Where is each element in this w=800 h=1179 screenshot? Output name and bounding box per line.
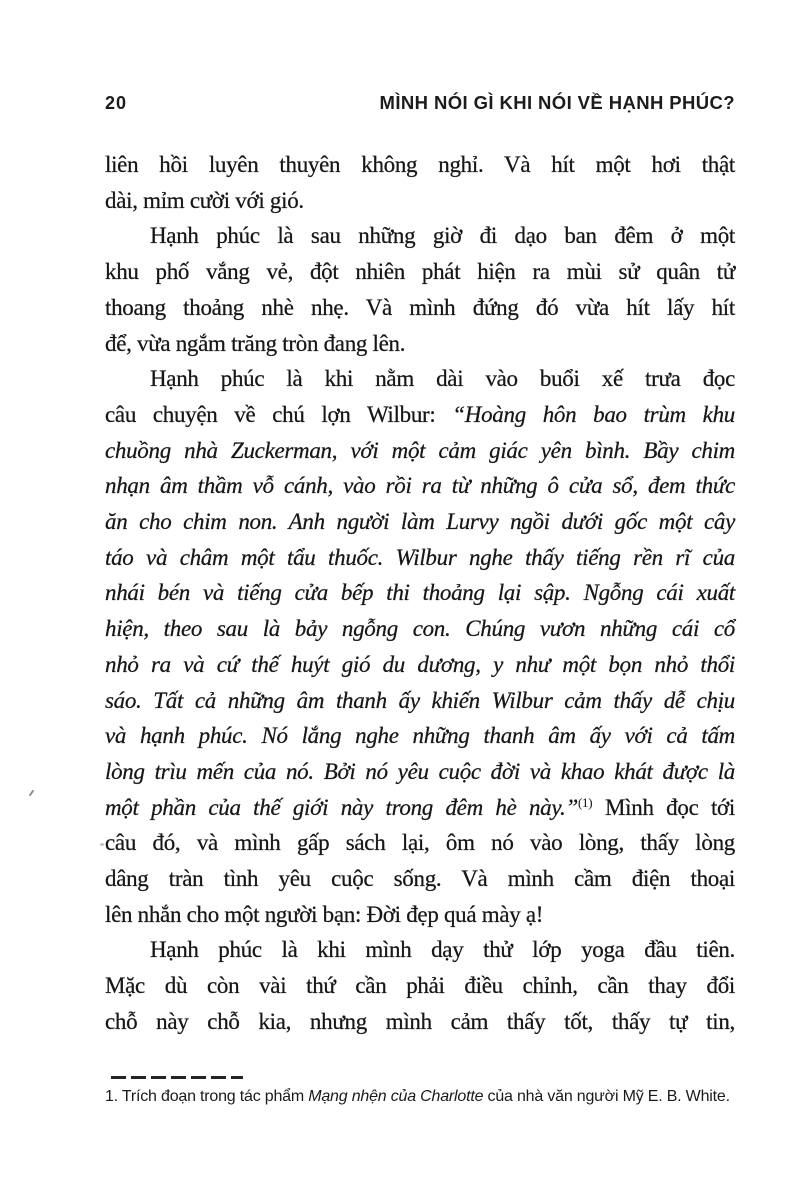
text-run: nhạn âm thầm vỗ cánh, vào rồi ra từ những ô cửa sổ, đem thức: [105, 473, 735, 499]
scan-speck: [29, 790, 35, 797]
text-run: chuồng nhà Zuckerman, với một cảm giác yên bình. Bầy chim: [105, 437, 735, 463]
running-head: [105, 92, 735, 114]
text-run: Mạng nhện của Charlotte: [308, 1087, 484, 1105]
footnote-separator: [111, 1076, 243, 1079]
text-line: [105, 968, 735, 1004]
text-line: [105, 683, 735, 719]
footnote-text: [105, 1086, 737, 1107]
running-title: MÌNH NÓI GÌ KHI NÓI VỀ HẠNH PHÚC?: [379, 92, 735, 113]
text-line: [105, 1004, 735, 1040]
text-line: [105, 575, 735, 611]
text-line: [105, 326, 735, 362]
text-run: dâng tràn tình yêu cuộc sống. Và mình cầm điện thoại: [105, 866, 735, 892]
text-line: [105, 825, 735, 861]
text-run: nhái bén và tiếng cửa bếp thi thoảng lại sập. Ngỗng cái xuất: [105, 580, 735, 606]
text-line: [105, 397, 735, 433]
text-run: của nhà văn người Mỹ E. B. White.: [483, 1087, 730, 1105]
text-run: Hạnh phúc là khi mình dạy thử lớp yoga đầu tiên.: [150, 937, 735, 963]
text-run: lòng trìu mến của nó. Bởi nó yêu cuộc đời và khao khát được là: [105, 758, 735, 784]
text-run: khu phố vắng vẻ, đột nhiên phát hiện ra mùi sử quân tử: [105, 259, 735, 285]
text-run: sáo. Tất cả những âm thanh ấy khiến Wilbur cảm thấy dễ chịu: [105, 687, 735, 713]
body-text: [105, 147, 735, 1040]
page-number: 20: [105, 93, 128, 113]
text-line: [105, 647, 735, 683]
footnote: [105, 1076, 737, 1107]
text-run: câu đó, và mình gấp sách lại, ôm nó vào lòng, thấy lòng: [105, 830, 735, 856]
text-run: táo và châm một tẩu thuốc. Wilbur nghe thấy tiếng rền rĩ của: [105, 544, 735, 570]
text-run: liên hồi luyên thuyên không nghỉ. Và hít một hơi thật: [105, 152, 735, 177]
text-run: một phần của thế giới này trong đêm hè này.”: [105, 794, 578, 820]
text-line: [105, 468, 735, 504]
scan-speck: [100, 843, 104, 846]
text-run: Mặc dù còn vài thứ cần phải điều chỉnh, cần thay đổi: [105, 973, 735, 999]
text-line: [105, 254, 735, 290]
text-run: ăn cho chim non. Anh người làm Lurvy ngồi dưới gốc một cây: [105, 509, 735, 535]
text-run: chỗ này chỗ kia, nhưng mình cảm thấy tốt, thấy tự tin,: [105, 1008, 735, 1034]
text-run: câu chuyện về chú lợn Wilbur:: [105, 401, 453, 427]
text-line: [105, 290, 735, 326]
text-line: [105, 897, 735, 933]
text-run: lên nhắn cho một người bạn: Đời đẹp quá mày ạ!: [105, 901, 544, 927]
text-line: [105, 790, 735, 826]
text-line: [105, 147, 735, 183]
text-run: Mình đọc tới: [592, 794, 736, 820]
text-line: [105, 504, 735, 540]
text-run: 1. Trích đoạn trong tác phẩm: [105, 1087, 309, 1105]
text-line: [105, 932, 735, 968]
text-run: để, vừa ngắm trăng tròn đang lên.: [105, 330, 406, 356]
text-line: [105, 861, 735, 897]
text-line: [105, 754, 735, 790]
text-line: [105, 611, 735, 647]
text-run: “Hoàng hôn bao trùm khu: [452, 401, 735, 427]
text-run: thoang thoảng nhè nhẹ. Và mình đứng đó vừa hít lấy hít: [105, 294, 735, 320]
text-line: [105, 433, 735, 469]
text-run: Hạnh phúc là khi nằm dài vào buổi xế trưa đọc: [150, 366, 735, 392]
text-line: [105, 361, 735, 397]
text-line: [105, 183, 735, 219]
text-run: nhỏ ra và cứ thế huýt gió du dương, y như một bọn nhỏ thổi: [105, 651, 735, 677]
text-run: dài, mỉm cười với gió.: [105, 187, 304, 213]
text-run: và hạnh phúc. Nó lắng nghe những thanh âm ấy với cả tấm: [105, 723, 735, 749]
text-run: hiện, theo sau là bảy ngỗng con. Chúng vươn những cái cổ: [105, 616, 735, 642]
footnote-ref: (1): [577, 795, 593, 810]
text-line: [105, 718, 735, 754]
text-line: [105, 218, 735, 254]
text-run: Hạnh phúc là sau những giờ đi dạo ban đêm ở một: [150, 223, 735, 249]
text-line: [105, 540, 735, 576]
